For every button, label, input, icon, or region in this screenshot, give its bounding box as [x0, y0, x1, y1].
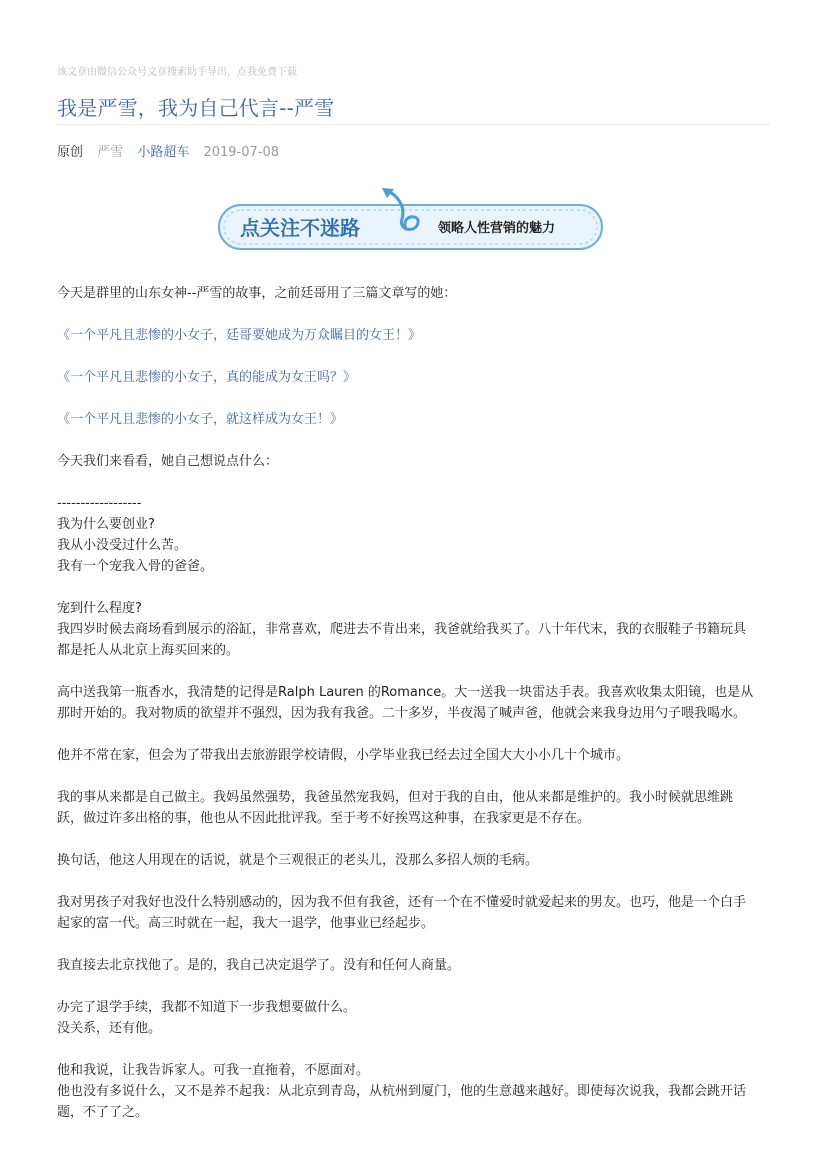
related-link-3[interactable]: 《一个平凡且悲惨的小女子，就这样成为女王！》 — [57, 412, 344, 427]
text-line: 没关系，还有他。 — [57, 1021, 162, 1036]
banner-sub-text: 领略人性营销的魅力 — [438, 221, 556, 236]
banner-main-text: 点关注不迷路 — [240, 216, 360, 240]
text-line: 都是托人从北京上海买回来的。 — [57, 643, 240, 658]
text-line: 我有一个宠我入骨的爸爸。 — [57, 559, 214, 574]
text-line: 高中送我第一瓶香水，我清楚的记得是Ralph Lauren 的Romance。大一送我一块雷达手表。我喜欢收集太阳镜，也是从 — [57, 685, 754, 700]
text-line: 我对男孩子对我好也没什么特别感动的，因为我不但有我爸，还有一个在不懂爱时就爱起来的男友。也巧，他是一个白手 — [57, 895, 747, 910]
text-line: 他也没有多说什么，又不是养不起我：从北京到青岛，从杭州到厦门，他的生意越来越好。即使每次说我，我都会跳开话 — [57, 1084, 747, 1099]
account-link[interactable]: 小路超车 — [137, 145, 190, 160]
text-line: 我为什么要创业? — [57, 517, 155, 532]
text-line: 题，不了了之。 — [57, 1105, 149, 1120]
original-badge: 原创 — [57, 145, 84, 160]
author-name: 严雪 — [97, 145, 124, 160]
publish-date: 2019-07-08 — [203, 145, 280, 160]
text-line: 他和我说，让我告诉家人。可我一直拖着，不愿面对。 — [57, 1063, 370, 1078]
text-line: 起家的富一代。高三时就在一起，我大一退学，他事业已经起步。 — [57, 916, 435, 931]
text-line: 我直接去北京找他了。是的，我自己决定退学了。没有和任何人商量。 — [57, 958, 461, 973]
text-line: 我四岁时候去商场看到展示的浴缸，非常喜欢，爬进去不肯出来，我爸就给我买了。八十年代末，我的衣服鞋子书籍玩具 — [57, 622, 747, 637]
article-title: 我是严雪，我为自己代言--严雪 — [57, 96, 335, 120]
lead-paragraph: 今天我们来看看，她自己想说点什么： — [57, 454, 279, 469]
text-line: 宠到什么程度? — [57, 601, 142, 616]
article-meta — [57, 141, 289, 160]
text-line: 那时开始的。我对物质的欲望并不强烈，因为我有我爸。二十多岁，半夜渴了喊声爸，他就会来我身边用勺子喂我喝水。 — [57, 706, 747, 721]
text-line: 我的事从来都是自己做主。我妈虽然强势，我爸虽然宠我妈，但对于我的自由，他从来都是维护的。我小时候就思维跳 — [57, 790, 734, 805]
article-body — [57, 283, 772, 1123]
section-divider-text: ------------------ — [57, 496, 142, 511]
text-line: 我从小没受过什么苦。 — [57, 538, 188, 553]
title-divider — [57, 124, 770, 125]
related-link-1[interactable]: 《一个平凡且悲惨的小女子，廷哥要她成为万众瞩目的女王！》 — [57, 328, 422, 343]
text-line: 办完了退学手续，我都不知道下一步我想要做什么。 — [57, 1000, 357, 1015]
text-line: 他并不常在家，但会为了带我出去旅游跟学校请假，小学毕业我已经去过全国大大小小几十个城市。 — [57, 748, 630, 763]
text-line: 换句话，他这人用现在的话说，就是个三观很正的老头儿，没那么多招人烦的毛病。 — [57, 853, 539, 868]
text-line: 跃，做过许多出格的事，他也从不因此批评我。至于考不好挨骂这种事，在我家更是不存在。 — [57, 811, 591, 826]
intro-paragraph: 今天是群里的山东女神--严雪的故事，之前廷哥用了三篇文章写的她： — [57, 286, 457, 301]
related-link-2[interactable]: 《一个平凡且悲惨的小女子，真的能成为女王吗？》 — [57, 370, 357, 385]
export-notice-link[interactable]: 该文章由微信公众号文章搜索助手导出，点我免费下载 — [57, 67, 297, 78]
follow-banner[interactable] — [216, 185, 606, 255]
